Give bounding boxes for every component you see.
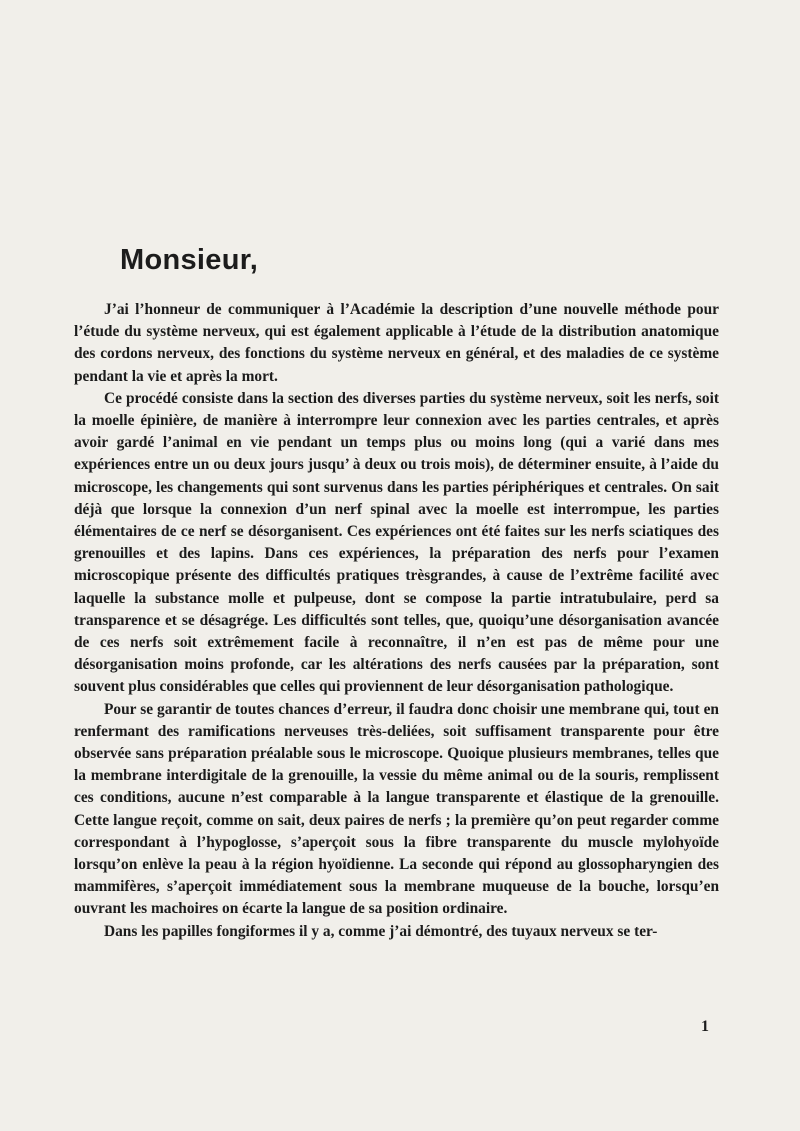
paragraph-papillae: Dans les papilles fongiformes il y a, comme j’ai démontré, des tuyaux nerveux se ter- xyxy=(104,922,658,940)
paragraph-membrane: Pour se garantir de toutes chances d’erreur, il faudra donc choisir une membrane qui, tout en renfermant des ramifications nerveuses très-deliées, soit suffisament transparente pour être observée sans préparation préalable sous le microscope. Quoique plusieurs membranes, telles que la membrane interdigitale de la grenouille, la vessie du même animal ou de la souris, remplissent ces conditions, aucune n’est comparable à la langue transparente et élastique de la grenouille. Cette langue reçoit, comme on sait, deux paires de nerfs ; la première qu’on peut regarder comme correspondant à l’hypoglosse, s’aperçoit sous la fibre transparente du muscle mylohyoïde lorsqu’on enlève la peau à la région hyoïdienne. La seconde qui répond au glossopharyngien des mammifères, s’aperçoit immédiatement sous la membrane muqueuse de la bouche, lorsqu’en ouvrant les machoires on écarte la langue de sa position ordinaire. xyxy=(74,700,719,918)
salutation-heading: Monsieur, xyxy=(120,244,259,276)
letter-body xyxy=(74,299,719,943)
paragraph-method: Ce procédé consiste dans la section des diverses parties du système nerveux, soit les nerfs, soit la moelle épinière, de manière à interrompre leur connexion avec les parties centrales, et après avoir gardé l’animal en vie pendant un temps plus ou moins long (qui a varié dans mes expériences entre un ou deux jours jusqu’ à deux ou trois mois), de déterminer ensuite, à l’aide du microscope, les changements qui sont survenus dans les parties périphériques et centrales. On sait déjà que lorsque la connexion d’un nerf spinal avec la moelle est interrompue, les parties élémentaires de ce nerf se désorganisent. Ces expériences ont été faites sur les nerfs sciatiques des grenouilles et des lapins. Dans ces expériences, la préparation des nerfs pour l’examen microscopique présente des difficultés pratiques trèsgrandes, à cause de l’extrême facilité avec laquelle la substance molle et pulpeuse, dont se compose la partie intratubulaire, perd sa transparence et se désagrége. Les difficultés sont telles, que, quoiqu’une désorganisation avancée de ces nerfs soit extrêmement facile à reconnaître, il n’en est pas de même pour une désorganisation moins profonde, car les altérations des nerfs causées par la préparation, sont souvent plus considérables que celles qui proviennent de leur désorganisation pathologique. xyxy=(74,389,719,696)
page-number: 1 xyxy=(701,1018,709,1035)
paragraph-introduction: J’ai l’honneur de communiquer à l’Académie la description d’une nouvelle méthode pour l’étude du système nerveux, qui est également applicable à l’étude de la distribution anatomique des cordons nerveux, des fonctions du système nerveux en général, et des maladies de ce système pendant la vie et après la mort. xyxy=(74,301,719,385)
